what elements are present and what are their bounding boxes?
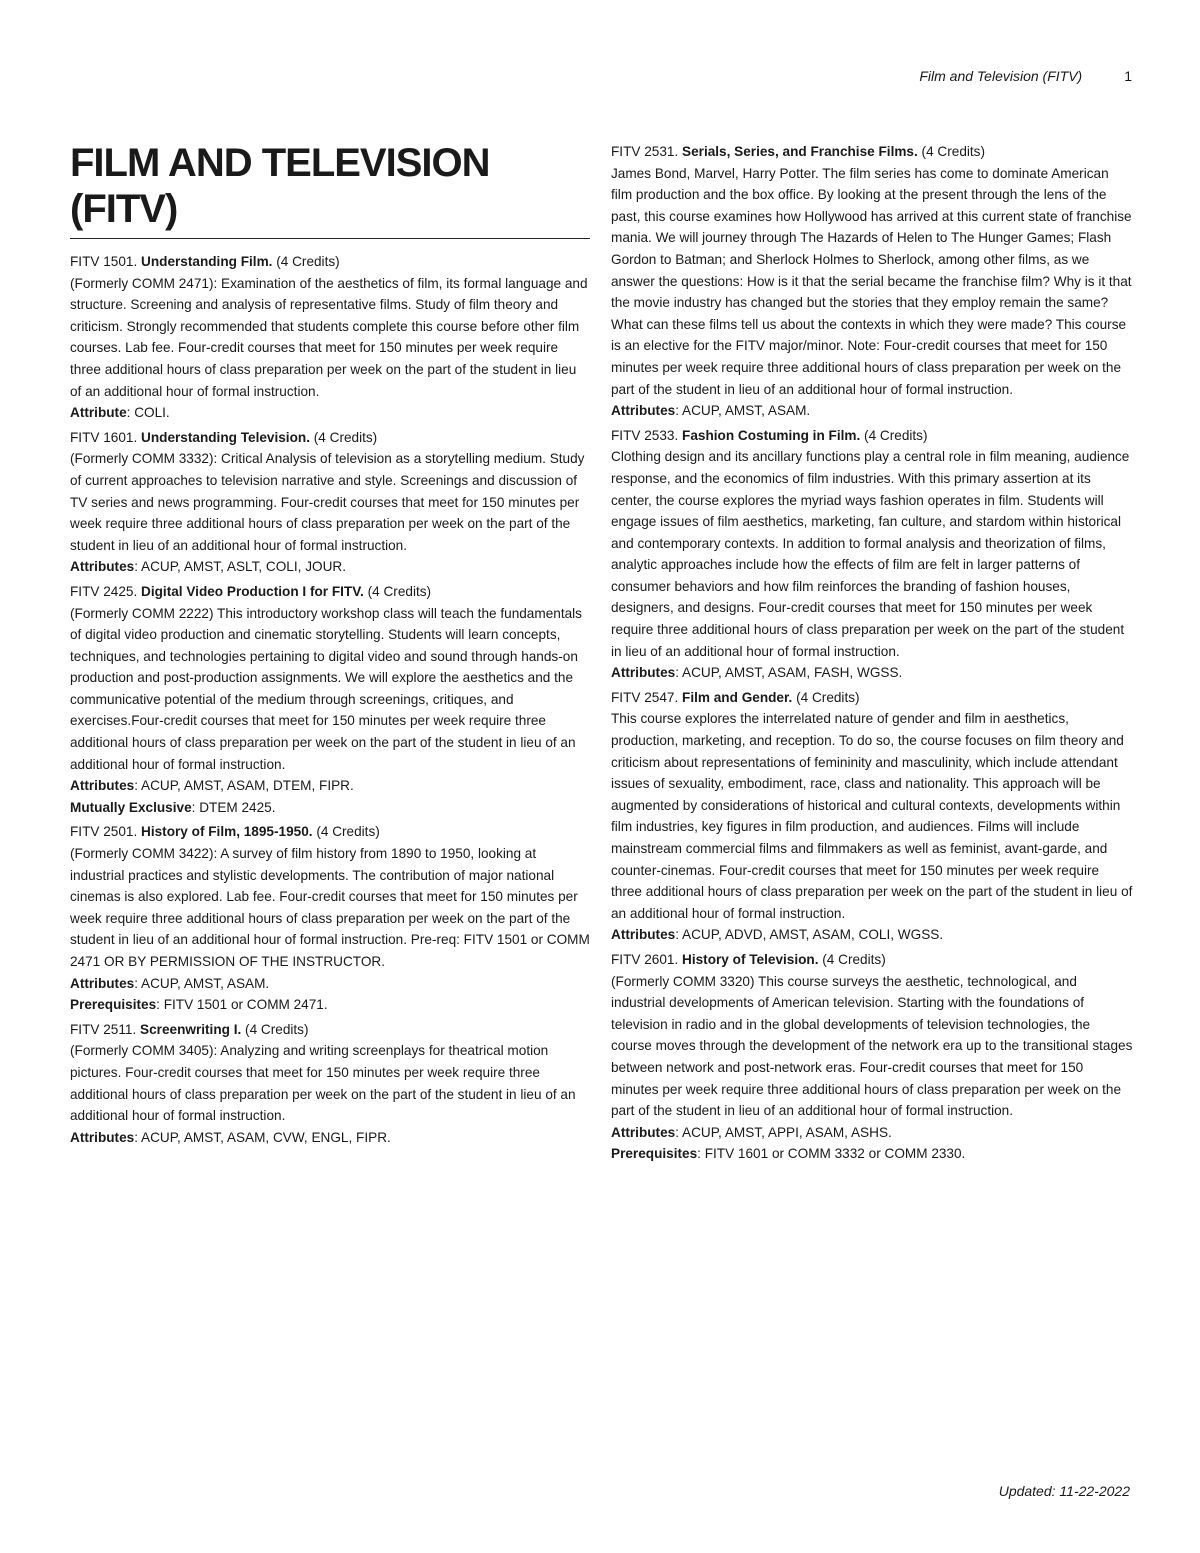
course-description: (Formerly COMM 2222) This introductory workshop class will teach the fundamentals of digital video production and cinematic storytelling. Students will learn concepts, techniques, and technologies pertaining to digital video and sound through hands-on production and post-production assignments. We will explore the aesthetics and the communicative potential of the medium through screenings, critiques, and exercises.Four-credit courses that meet for 150 minutes per week require three additional hours of class preparation per week on the part of the student in lieu of an additional hour of formal instruction. (70, 605, 582, 772)
meta-label: Attributes (611, 403, 676, 419)
meta-label: Attributes (70, 778, 135, 794)
course-description: (Formerly COMM 3332): Critical Analysis of television as a storytelling medium. Study of current approaches to television narrative and style. Screenings and discussion of TV series and news programming. Four-credit courses that meet for 150 minutes per week require three additional hours of class preparation per week on the part of the student in lieu of an additional hour of formal instruction. (70, 451, 585, 553)
meta-value: : ACUP, AMST, ASAM, FASH, WGSS. (675, 665, 903, 681)
course-code: FITV 2547. (611, 689, 679, 705)
meta-label: Mutually Exclusive (70, 799, 192, 815)
course-heading (70, 251, 590, 273)
meta-value: : COLI. (126, 405, 170, 421)
meta-value: : ACUP, AMST, ASLT, COLI, JOUR. (134, 559, 346, 575)
course-entry (70, 821, 590, 1015)
course-heading (70, 581, 590, 603)
page-title: FILM AND TELEVISION (FITV) (70, 140, 590, 239)
course-meta (70, 797, 590, 819)
course-credits: (4 Credits) (276, 254, 340, 269)
meta-label: Attributes (611, 927, 676, 943)
course-credits: (4 Credits) (313, 429, 378, 445)
page-number: 1 (1124, 68, 1132, 84)
course-meta (70, 556, 590, 578)
course-name: Understanding Film. (141, 254, 273, 269)
right-column (611, 141, 1133, 1168)
course-code: FITV 2425. (70, 583, 138, 599)
course-heading (70, 821, 590, 843)
updated-date: Updated: 11-22-2022 (998, 1483, 1130, 1499)
course-description: (Formerly COMM 2471): Examination of the aesthetics of film, its formal language and structure. Screening and analysis of representative films. Study of film theory and criticism. Strongly recommended that students complete this course before other film courses. Lab fee. Four-credit courses that meet for 150 minutes per week require three additional hours of class preparation per week on the part of the student in lieu of an additional hour of formal instruction. (70, 275, 588, 399)
running-title: Film and Television (FITV) (919, 68, 1083, 84)
left-column (70, 140, 590, 1151)
course-description: This course explores the interrelated nature of gender and film in aesthetics, production, marketing, and reception. To do so, the course focuses on film theory and criticism about representations of femininity and masculinity, which include attendant issues of sexuality, embodiment, race, class and nationality. This approach will be augmented by considerations of historical and cultural contexts, developments within film industries, key figures in film production, and audiences. Films will include mainstream commercial films and filmmakers as well as feminist, avant-garde, and counter-cinemas. Four-credit courses that meet for 150 minutes per week require three additional hours of class preparation per week on the part of the student in lieu of an additional hour of formal instruction. (611, 711, 1133, 921)
course-name: Film and Gender. (682, 689, 793, 705)
course-meta (70, 973, 590, 995)
course-meta (70, 994, 590, 1016)
course-credits: (4 Credits) (864, 427, 928, 443)
course-entry (611, 425, 1133, 684)
course-credits: (4 Credits) (367, 583, 432, 599)
course-entry (70, 427, 590, 578)
course-meta (70, 775, 590, 797)
meta-value: : ACUP, AMST, ASAM. (675, 403, 811, 419)
course-credits: (4 Credits) (245, 1021, 309, 1037)
meta-label: Attribute (70, 405, 127, 421)
course-entry (70, 1019, 590, 1149)
course-name: Screenwriting I. (140, 1021, 242, 1037)
meta-label: Attributes (70, 1129, 135, 1145)
course-meta (611, 1143, 1133, 1165)
course-code: FITV 2531. (611, 144, 679, 159)
meta-label: Attributes (70, 559, 135, 575)
meta-value: : ACUP, AMST, APPI, ASAM, ASHS. (675, 1124, 892, 1140)
meta-label: Prerequisites (70, 997, 157, 1013)
right-course-list (611, 141, 1133, 1165)
course-entry (611, 687, 1133, 946)
course-meta (611, 924, 1133, 946)
course-code: FITV 1501. (70, 254, 138, 269)
course-entry (611, 141, 1133, 422)
course-name: Serials, Series, and Franchise Films. (682, 144, 918, 159)
course-credits: (4 Credits) (822, 951, 886, 967)
course-entry (70, 581, 590, 819)
meta-label: Attributes (611, 1124, 676, 1140)
course-credits: (4 Credits) (796, 689, 860, 705)
course-name: History of Television. (682, 951, 819, 967)
meta-value: : ACUP, ADVD, AMST, ASAM, COLI, WGSS. (675, 927, 944, 943)
course-heading (611, 687, 1133, 709)
course-entry (70, 251, 590, 424)
course-code: FITV 2533. (611, 427, 679, 443)
meta-value: : FITV 1601 or COMM 3332 or COMM 2330. (697, 1146, 966, 1162)
course-heading (611, 949, 1133, 971)
meta-value: : ACUP, AMST, ASAM, DTEM, FIPR. (134, 778, 354, 794)
left-course-list (70, 251, 590, 1148)
course-description: (Formerly COMM 3422): A survey of film history from 1890 to 1950, looking at industrial practices and stylistic developments. The contribution of major national cinemas is also explored. Lab fee. Four-credit courses that meet for 150 minutes per week require three additional hours of class preparation per week on the part of the student in lieu of an additional hour of formal instruction. Pre-req: FITV 1501 or COMM 2471 OR BY PERMISSION OF THE INSTRUCTOR. (70, 846, 590, 969)
meta-value: : DTEM 2425. (191, 799, 276, 815)
meta-label: Attributes (70, 975, 135, 991)
course-description: (Formerly COMM 3320) This course surveys the aesthetic, technological, and industrial developments of American television. Starting with the foundations of television in radio and in the global developments of television technologies, the course moves through the development of the network era up to the transitional stages between network and post-network eras. Four-credit courses that meet for 150 minutes per week require three additional hours of class preparation per week on the part of the student in lieu of an additional hour of formal instruction. (611, 973, 1133, 1119)
course-name: Understanding Television. (141, 429, 310, 445)
course-name: History of Film, 1895-1950. (141, 824, 313, 840)
course-credits: (4 Credits) (921, 144, 985, 159)
meta-label: Attributes (611, 665, 676, 681)
course-meta (611, 1122, 1133, 1144)
course-heading (611, 425, 1133, 447)
course-code: FITV 2601. (611, 951, 679, 967)
running-header (919, 68, 1132, 84)
course-credits: (4 Credits) (316, 824, 380, 840)
course-name: Fashion Costuming in Film. (682, 427, 861, 443)
meta-label: Prerequisites (611, 1146, 698, 1162)
course-description: James Bond, Marvel, Harry Potter. The film series has come to dominate American film production and the box office. By looking at the present through the lens of the past, this course examines how Hollywood has arrived at this current state of franchise mania. We will journey through The Hazards of Helen to The Hunger Games; Flash Gordon to Batman; and Sherlock Holmes to Sherlock, among other films, as we answer the questions: How is it that the serial became the franchise film? Why is it that the movie industry has changed but the stories that they employ remain the same? What can these films tell us about the contexts in which they were made? This course is an elective for the FITV major/minor. Note: Four-credit courses that meet for 150 minutes per week require three additional hours of class preparation per week on the part of the student in lieu of an additional hour of formal instruction. (611, 165, 1132, 397)
meta-value: : FITV 1501 or COMM 2471. (156, 997, 328, 1013)
meta-value: : ACUP, AMST, ASAM. (134, 975, 270, 991)
course-heading (611, 141, 1133, 163)
course-description: Clothing design and its ancillary functions play a central role in film meaning, audience response, and the economics of film industries. With this primary assertion at its center, the course explores the myriad ways fashion operates in film. Students will engage issues of film aesthetics, marketing, fan culture, and stardom within historical and contemporary contexts. In addition to formal analysis and theorization of films, analytic approaches include how the effects of film are felt in larger patterns of consumer behaviors and how film reinforces the branding of fashion houses, designers, and designs. Four-credit courses that meet for 150 minutes per week require three additional hours of class preparation per week on the part of the student in lieu of an additional hour of formal instruction. (611, 449, 1130, 659)
course-entry (611, 949, 1133, 1165)
course-meta (611, 400, 1133, 422)
course-meta (70, 1127, 590, 1149)
course-code: FITV 2501. (70, 824, 138, 840)
course-meta (611, 662, 1133, 684)
course-code: FITV 2511. (70, 1021, 137, 1037)
course-code: FITV 1601. (70, 429, 138, 445)
course-heading (70, 1019, 590, 1041)
course-heading (70, 427, 590, 449)
course-meta (70, 402, 590, 424)
course-description: (Formerly COMM 3405): Analyzing and writing screenplays for theatrical motion pictures. Four-credit courses that meet for 150 minutes per week require three additional hours of class preparation per week on the part of the student in lieu of an additional hour of formal instruction. (70, 1043, 576, 1124)
meta-value: : ACUP, AMST, ASAM, CVW, ENGL, FIPR. (134, 1129, 391, 1145)
course-name: Digital Video Production I for FITV. (141, 583, 364, 599)
